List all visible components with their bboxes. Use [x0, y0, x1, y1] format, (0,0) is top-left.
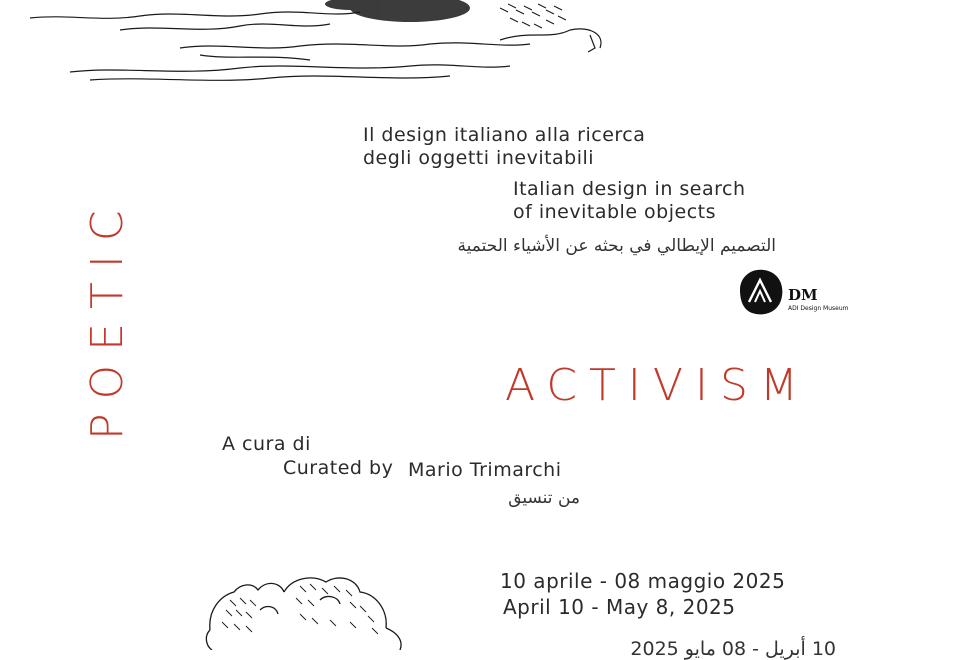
subtitle-english-line2: of inevitable objects	[513, 201, 716, 223]
adi-logo-caption: ADI Design Museum	[788, 305, 849, 312]
subtitle-italian-line2: degli oggetti inevitabili	[363, 147, 595, 169]
subtitle-english-line1: Italian design in search	[513, 178, 746, 200]
curator-name: Mario Trimarchi	[408, 459, 562, 481]
curated-english: Curated by	[283, 457, 394, 479]
dates-arabic: 10 أبريل - 08 مايو 2025	[630, 638, 836, 660]
ink-cloud-sketch-bottom	[200, 570, 420, 650]
dates-italian: 10 aprile - 08 maggio 2025	[500, 569, 786, 593]
adi-logo-letters: DM	[788, 286, 818, 304]
title-activism: ACTIVISM	[505, 360, 810, 411]
subtitle-italian-line1: Il design italiano alla ricerca	[363, 124, 646, 146]
ink-cloud-sketch-top	[30, 0, 620, 90]
adi-logo-mark-icon	[734, 266, 786, 318]
curated-italian: A cura di	[222, 433, 311, 455]
subtitle-italian	[363, 124, 645, 170]
subtitle-arabic: التصميم الإيطالي في بحثه عن الأشياء الحتمية	[457, 236, 776, 256]
dates-english: April 10 - May 8, 2025	[503, 595, 736, 619]
subtitle-english	[513, 178, 746, 224]
adi-logo	[734, 266, 849, 320]
curated-arabic: من تنسيق	[508, 488, 580, 508]
title-poetic: POETIC	[82, 196, 133, 440]
